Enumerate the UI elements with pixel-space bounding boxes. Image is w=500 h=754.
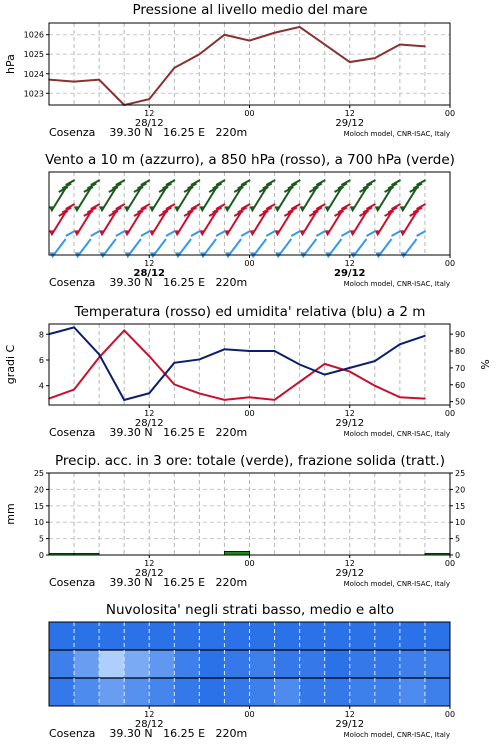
humidity-point (424, 335, 426, 337)
wind-barb-10m (175, 231, 200, 258)
pressure-point (249, 40, 251, 42)
wind-barb-head (299, 206, 305, 212)
pressure-point (174, 67, 176, 69)
precip-y2-tick-label: 20 (455, 485, 466, 495)
pressure-y-tick-label: 1026 (23, 30, 44, 40)
cloud-cell-basso (350, 678, 376, 706)
wind-barb-10m (50, 231, 75, 258)
cloud-cell-alto (174, 622, 200, 650)
cloud-cell-alto (275, 622, 301, 650)
wind-title: Vento a 10 m (azzurro), a 850 hPa (rosso), a 700 hPa (verde) (45, 152, 455, 168)
temperature-point (249, 396, 251, 398)
temperature-point (399, 396, 401, 398)
wind-barb-head (199, 206, 205, 212)
pressure-point (148, 98, 150, 100)
wind-location-label: Cosenza 39.30 N 16.25 E 220m (49, 276, 248, 289)
humidity-line (49, 327, 425, 400)
cloud-cell-alto (300, 622, 326, 650)
precip-plot-frame (49, 473, 450, 555)
cloud-cell-medio (350, 650, 376, 678)
humidity-point (349, 367, 351, 369)
temperature-point (199, 393, 201, 395)
temperature-point (324, 363, 326, 365)
pressure-location-label: Cosenza 39.30 N 16.25 E 220m (49, 126, 248, 139)
precip-y2-tick-label: 15 (455, 501, 466, 511)
pressure-plot-frame (49, 23, 450, 105)
precip-bar (224, 551, 249, 555)
precip-x-tick-label: 12 (144, 559, 155, 568)
temperature-y2-tick-label: 60 (455, 380, 466, 390)
wind-barb-10m (100, 231, 125, 258)
humidity-point (199, 359, 201, 361)
cloud-cell-alto (124, 622, 150, 650)
precip-x-tick-label: 00 (244, 559, 255, 568)
temperature-y2-label: % (479, 359, 492, 370)
wind-barb-10m (275, 231, 300, 258)
cloud-cell-basso (275, 678, 301, 706)
wind-barb-10m (350, 231, 375, 258)
clouds-title: Nuvolosita' negli strati basso, medio e alto (105, 602, 395, 618)
temperature-point (274, 399, 276, 401)
humidity-point (148, 392, 150, 394)
wind-barb-feather (116, 231, 125, 236)
temperature-point (349, 371, 351, 373)
pressure-y-tick-label: 1025 (23, 50, 44, 60)
humidity-point (299, 364, 301, 366)
pressure-point (199, 53, 201, 55)
wind-barb-head (49, 230, 55, 236)
wind-credit-label: Moloch model, CNR-ISAC, Italy (343, 280, 450, 288)
humidity-point (123, 399, 125, 401)
pressure-date-label: 28/12 (134, 118, 164, 129)
humidity-point (249, 350, 251, 352)
cloud-cell-medio (224, 650, 250, 678)
cloud-cell-basso (375, 678, 401, 706)
cloud-cell-medio (425, 650, 451, 678)
precip-date-label: 28/12 (134, 568, 164, 579)
pressure-point (324, 44, 326, 46)
cloud-cell-alto (224, 622, 250, 650)
wind-barb-head (74, 206, 80, 212)
wind-barb-feather (141, 231, 150, 236)
cloud-cell-basso (124, 678, 150, 706)
temperature-x-tick-label: 00 (244, 409, 255, 418)
cloud-cell-basso (400, 678, 426, 706)
cloud-cell-basso (300, 678, 326, 706)
cloud-cell-medio (149, 650, 175, 678)
cloud-cell-basso (199, 678, 225, 706)
pressure-point (224, 34, 226, 36)
wind-barb-feather (417, 231, 426, 236)
precip-title: Precip. acc. in 3 ore: totale (verde), frazione solida (tratt.) (55, 453, 445, 469)
clouds-date-label: 29/12 (335, 719, 365, 730)
wind-barb-head (149, 206, 155, 212)
humidity-point (399, 343, 401, 345)
cloud-cell-medio (174, 650, 200, 678)
cloud-cell-alto (425, 622, 451, 650)
temperature-y-tick-label: 4 (38, 381, 44, 391)
temperature-y-tick-label: 6 (38, 356, 44, 365)
cloud-cell-medio (250, 650, 276, 678)
wind-barb-10m (150, 231, 175, 258)
wind-barb-head (124, 206, 130, 212)
temperature-y-label: gradi C (4, 344, 17, 385)
humidity-point (98, 354, 100, 356)
precip-y2-tick-label: 10 (455, 518, 466, 528)
humidity-point (224, 349, 226, 351)
wind-barb-10m (75, 231, 100, 258)
clouds-credit-label: Moloch model, CNR-ISAC, Italy (343, 731, 450, 739)
cloud-cell-medio (199, 650, 225, 678)
wind-barb-feather (266, 231, 275, 236)
temperature-point (299, 381, 301, 383)
pressure-point (349, 61, 351, 63)
temperature-point (174, 384, 176, 386)
cloud-cell-basso (149, 678, 175, 706)
humidity-point (174, 362, 176, 364)
temperature-point (123, 330, 125, 332)
temperature-point (374, 385, 376, 387)
wind-barb-feather (191, 231, 200, 236)
pressure-x-tick-label: 00 (244, 109, 255, 118)
temperature-date-label: 28/12 (134, 418, 164, 429)
wind-barb-feather (166, 231, 175, 236)
cloud-cell-basso (250, 678, 276, 706)
humidity-point (324, 374, 326, 376)
wind-barb-head (350, 206, 356, 212)
precip-x-tick-label: 00 (444, 559, 456, 568)
cloud-cell-medio (375, 650, 401, 678)
cloud-cell-basso (74, 678, 100, 706)
wind-barb-head (249, 206, 255, 212)
cloud-cell-medio (99, 650, 125, 678)
temperature-x-tick-label: 12 (144, 409, 155, 418)
cloud-cell-basso (224, 678, 250, 706)
clouds-date-label: 28/12 (134, 719, 164, 730)
wind-x-tick-label: 00 (244, 259, 255, 268)
precip-x-tick-label: 12 (344, 559, 355, 568)
cloud-cell-alto (250, 622, 276, 650)
wind-barb-10m (400, 231, 425, 258)
cloud-cell-basso (425, 678, 451, 706)
wind-barb-feather (366, 231, 375, 236)
wind-barb-feather (316, 231, 325, 236)
wind-x-tick-label: 12 (144, 259, 155, 268)
humidity-point (73, 327, 75, 329)
temperature-y2-tick-label: 90 (455, 330, 466, 340)
cloud-cell-alto (99, 622, 125, 650)
precip-y2-tick-label: 5 (455, 534, 461, 544)
wind-barb-head (99, 206, 105, 212)
cloud-cell-medio (400, 650, 426, 678)
cloud-cell-basso (174, 678, 200, 706)
cloud-cell-alto (375, 622, 401, 650)
cloud-cell-medio (49, 650, 75, 678)
wind-x-tick-label: 12 (344, 259, 355, 268)
cloud-cell-alto (74, 622, 100, 650)
temperature-point (73, 389, 75, 391)
pressure-point (399, 44, 401, 46)
pressure-point (374, 57, 376, 59)
wind-barb-10m (125, 231, 150, 258)
precip-credit-label: Moloch model, CNR-ISAC, Italy (343, 580, 450, 588)
temperature-point (224, 399, 226, 401)
clouds-x-tick-label: 12 (344, 710, 355, 719)
temperature-y-tick-label: 8 (38, 330, 44, 340)
pressure-date-label: 29/12 (335, 118, 365, 129)
pressure-point (73, 81, 75, 83)
pressure-credit-label: Moloch model, CNR-ISAC, Italy (343, 130, 450, 138)
cloud-cell-alto (49, 622, 75, 650)
clouds-location-label: Cosenza 39.30 N 16.25 E 220m (49, 727, 248, 740)
wind-barb-head (400, 206, 406, 212)
wind-barb-10m (250, 231, 275, 258)
temperature-date-label: 29/12 (335, 418, 365, 429)
wind-barb-10m (375, 231, 400, 258)
pressure-point (98, 79, 100, 81)
clouds-x-tick-label: 00 (444, 710, 456, 719)
precip-y-label: mm (4, 503, 17, 525)
wind-barb-10m (200, 231, 225, 258)
precip-y-tick-label: 10 (33, 518, 44, 528)
humidity-point (274, 350, 276, 352)
temperature-point (148, 355, 150, 357)
pressure-point (424, 46, 426, 48)
precip-y-tick-label: 15 (33, 501, 44, 511)
wind-barb-head (325, 206, 331, 212)
precip-y-tick-label: 25 (33, 469, 44, 478)
precip-date-label: 29/12 (335, 568, 365, 579)
pressure-y-label: hPa (4, 54, 17, 74)
wind-date-label: 29/12 (334, 268, 366, 279)
precip-y2-tick-label: 25 (455, 469, 466, 478)
cloud-cell-medio (300, 650, 326, 678)
wind-barb-feather (66, 231, 75, 236)
cloud-cell-alto (199, 622, 225, 650)
cloud-cell-alto (325, 622, 351, 650)
pressure-y-tick-label: 1024 (23, 69, 44, 79)
wind-barb-feather (241, 231, 250, 236)
wind-barb-10m (300, 231, 325, 258)
wind-x-tick-label: 00 (444, 259, 456, 268)
pressure-y-tick-label: 1023 (23, 89, 44, 99)
clouds-x-tick-label: 12 (144, 710, 155, 719)
temperature-title: Temperatura (rosso) ed umidita' relativa (blu) a 2 m (74, 304, 426, 320)
temperature-credit-label: Moloch model, CNR-ISAC, Italy (343, 430, 450, 438)
cloud-cell-basso (49, 678, 75, 706)
wind-barb-10m (325, 231, 350, 258)
cloud-cell-alto (149, 622, 175, 650)
wind-barb-head (224, 206, 230, 212)
precip-y-tick-label: 5 (38, 534, 44, 544)
wind-barb-head (49, 206, 55, 212)
temperature-x-tick-label: 00 (444, 409, 456, 418)
wind-barb-10m (225, 231, 250, 258)
temperature-point (424, 398, 426, 400)
temperature-location-label: Cosenza 39.30 N 16.25 E 220m (49, 426, 248, 439)
wind-date-label: 28/12 (133, 268, 165, 279)
temperature-x-tick-label: 12 (344, 409, 355, 418)
wind-barb-feather (341, 231, 350, 236)
precip-y2-tick-label: 0 (455, 551, 461, 560)
wind-barb-head (274, 206, 280, 212)
temperature-y2-tick-label: 50 (455, 397, 466, 407)
temperature-y2-tick-label: 80 (455, 347, 466, 356)
pressure-x-tick-label: 00 (444, 109, 456, 118)
cloud-cell-alto (400, 622, 426, 650)
cloud-cell-medio (74, 650, 100, 678)
cloud-cell-medio (124, 650, 150, 678)
wind-barb-head (375, 206, 381, 212)
cloud-cell-basso (325, 678, 351, 706)
wind-barb-feather (91, 231, 100, 236)
pressure-x-tick-label: 12 (144, 109, 155, 118)
pressure-x-tick-label: 12 (344, 109, 355, 118)
precip-y-tick-label: 20 (33, 485, 44, 495)
wind-barb-head (174, 206, 180, 212)
temperature-y2-tick-label: 70 (455, 363, 466, 373)
cloud-cell-basso (99, 678, 125, 706)
precip-location-label: Cosenza 39.30 N 16.25 E 220m (49, 576, 248, 589)
precip-y-tick-label: 0 (38, 551, 44, 560)
pressure-title: Pressione al livello medio del mare (132, 2, 368, 18)
cloud-cell-medio (325, 650, 351, 678)
wind-barb-feather (216, 231, 225, 236)
cloud-cell-medio (275, 650, 301, 678)
humidity-point (374, 360, 376, 362)
clouds-x-tick-label: 00 (244, 710, 255, 719)
wind-barb-feather (291, 231, 300, 236)
pressure-point (274, 32, 276, 34)
wind-barb-feather (392, 231, 401, 236)
cloud-cell-alto (350, 622, 376, 650)
pressure-point (299, 26, 301, 28)
